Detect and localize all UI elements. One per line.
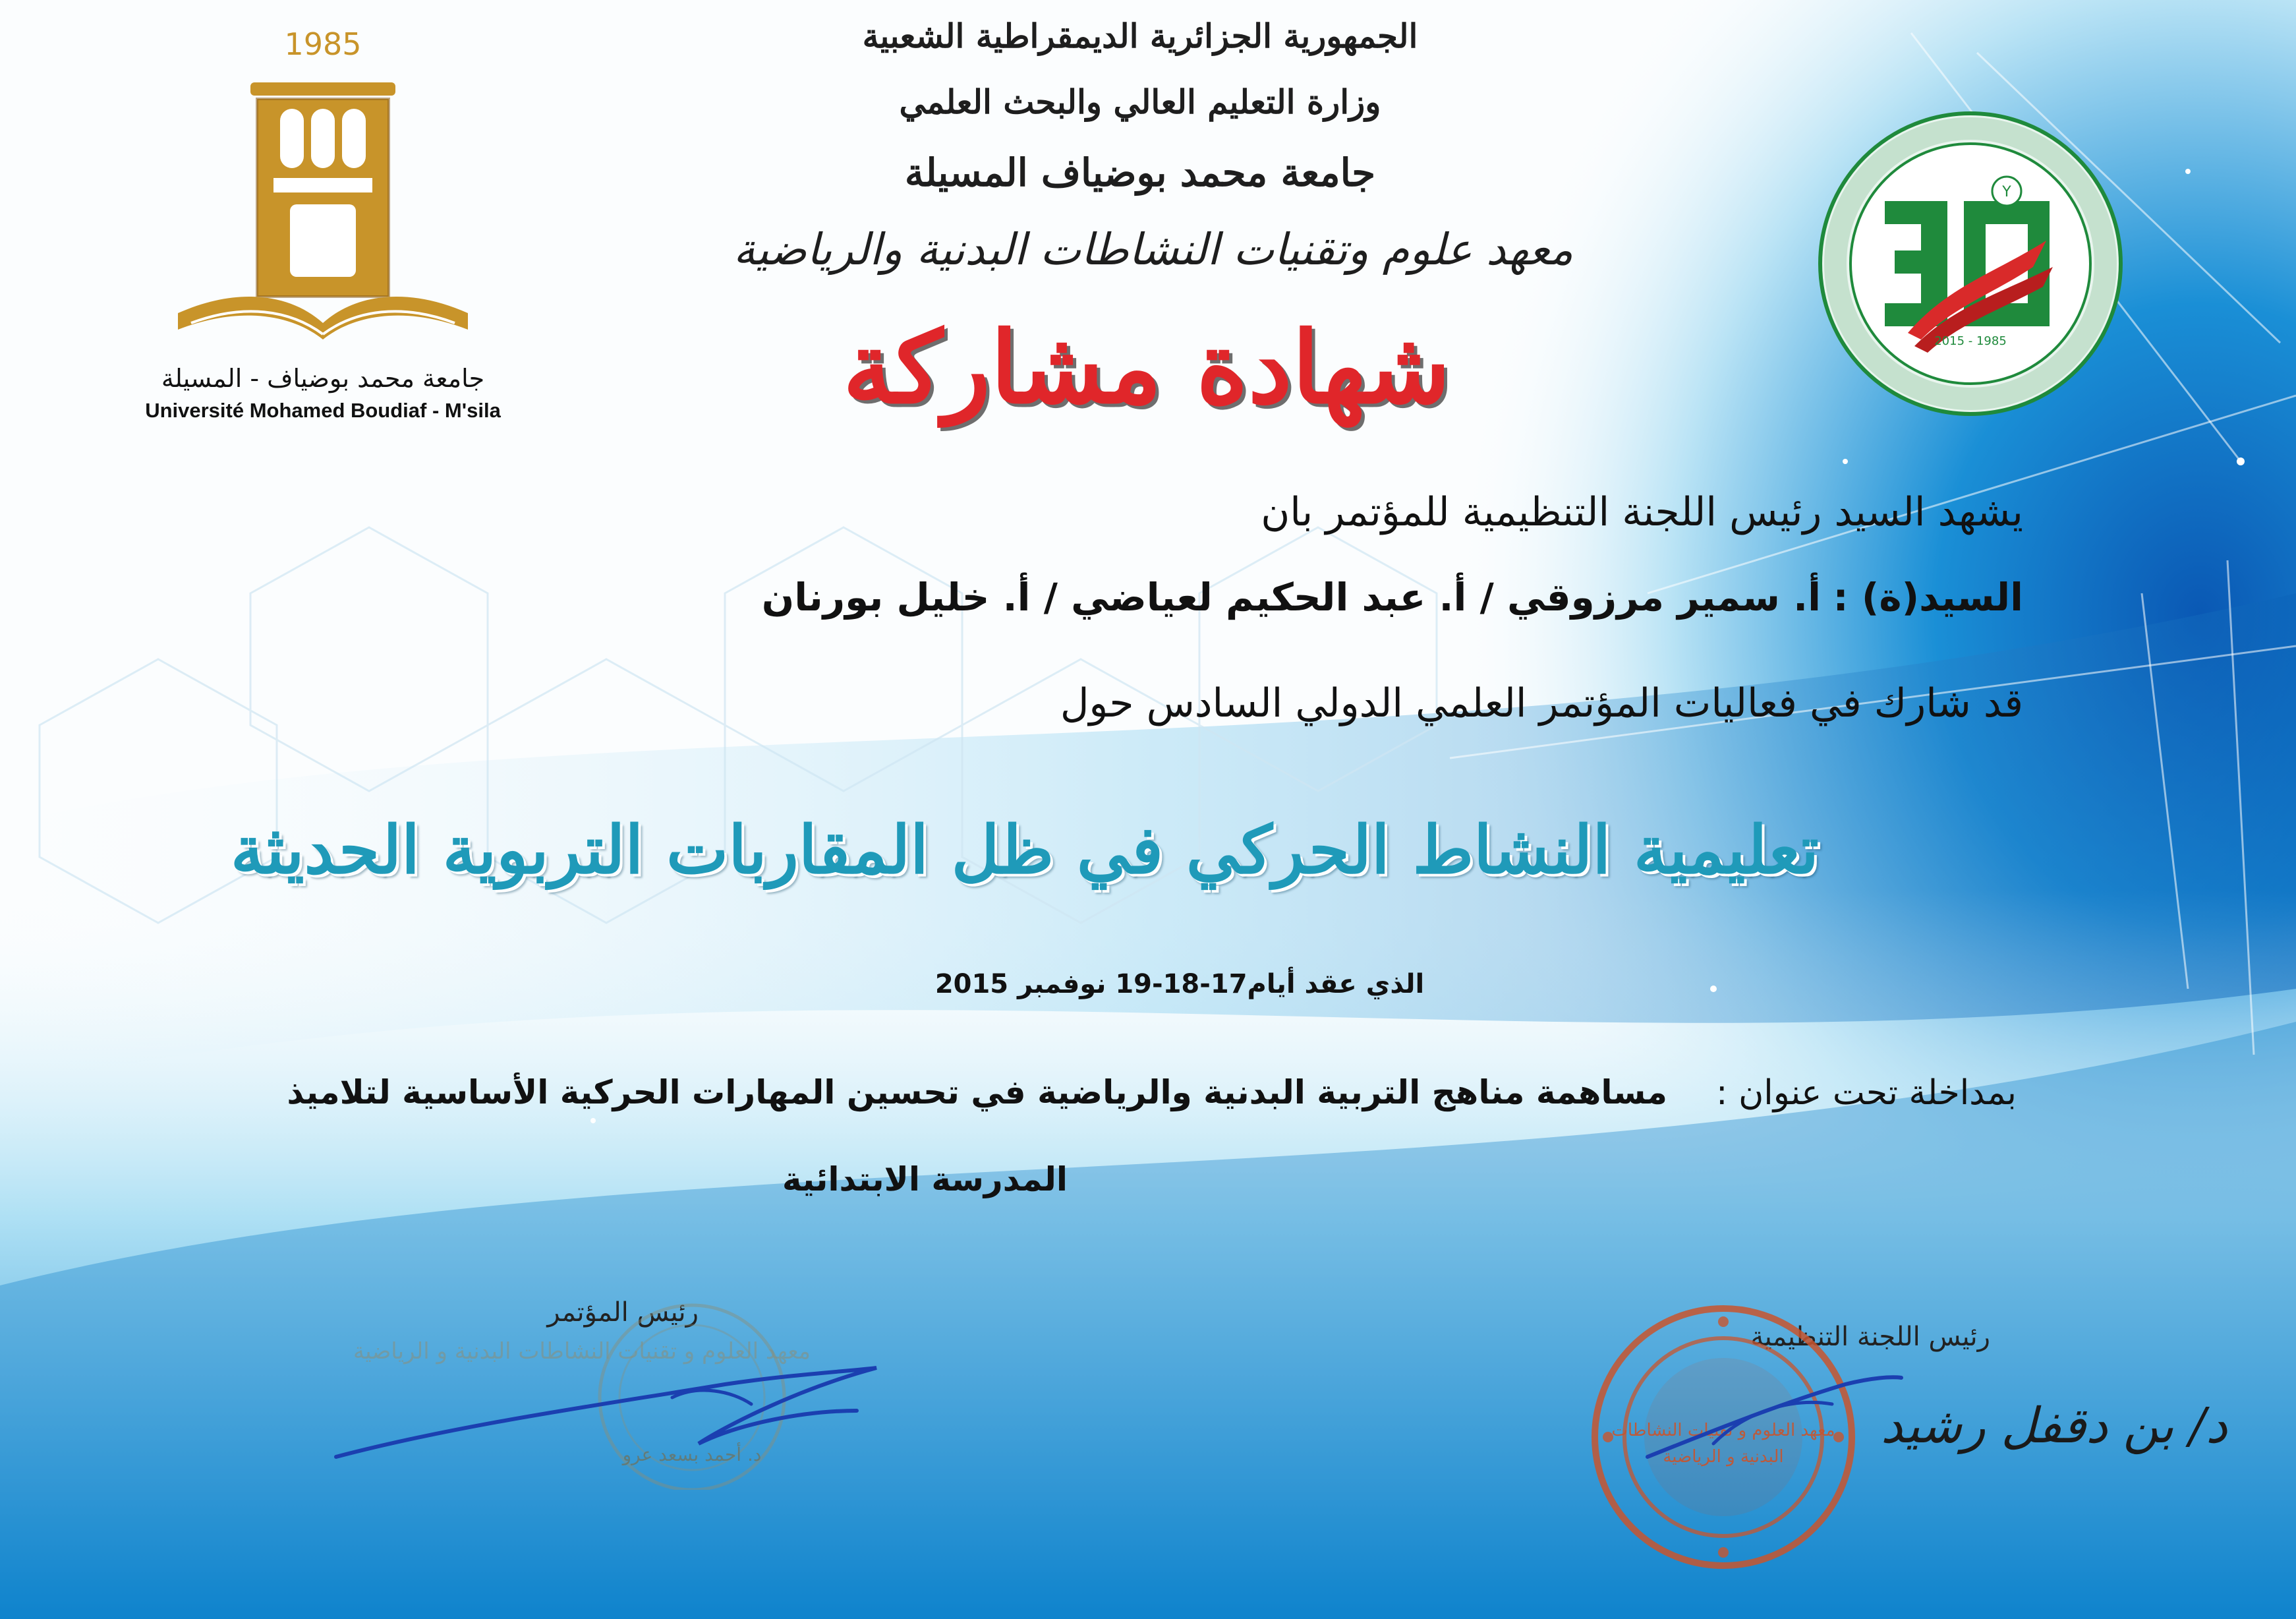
conference-president-label: رئيس المؤتمر [547, 1297, 699, 1328]
thirty-years-anniversary-emblem-icon [1816, 109, 2125, 419]
right-stamp-text: معهد العلوم و تقنيات النشاطات البدنية و الرياضية [1611, 1421, 1835, 1467]
header-institute: معهد علوم وتقنيات النشاطات البدنية والرياضية [733, 224, 1574, 275]
logo-name-french: Université Mohamed Boudiaf - M'sila [145, 399, 501, 422]
conference-dates: الذي عقد أيام17-18-19 نوفمبر 2015 [934, 969, 1425, 999]
paper-title-line2: المدرسة الابتدائية [782, 1160, 1068, 1198]
conference-topic: تعليمية النشاط الحركي في ظل المقاربات التربوية الحديثة [231, 811, 1819, 889]
left-handwritten-signature [330, 1345, 896, 1477]
certificate-title: شهادة مشاركة [842, 310, 1451, 426]
left-sig-name: د. أحمد بسعد عرو [622, 1444, 762, 1465]
header-republic: الجمهورية الجزائرية الديمقراطية الشعبية [862, 16, 1418, 55]
organizing-committee-president-label: رئيس اللجنة التنظيمية [1750, 1322, 1990, 1352]
university-logo [125, 26, 521, 422]
university-tower-book-logo-icon [165, 63, 481, 359]
attestation-line: يشهد السيد رئيس اللجنة التنظيمية للمؤتمر بان [1261, 489, 2023, 535]
logo-year: 1985 [284, 26, 362, 62]
paper-label: بمداخلة تحت عنوان : [1716, 1073, 2017, 1113]
organizing-committee-president-name: د/ بن دقفل رشيد [1880, 1398, 2227, 1454]
paper-title-line1: مساهمة مناهج التربية البدنية والرياضية في تحسين المهارات الحركية الأساسية لتلاميذ [287, 1073, 1667, 1111]
logo-name-arabic: جامعة محمد بوضياف - المسيلة [161, 364, 485, 393]
svg-text:Y: Y [2002, 184, 2011, 200]
participant-names: أ. سمير مرزوقي / أ. عبد الحكيم لعياضي / أ. خليل بورنان [761, 575, 1822, 620]
header-ministry: وزارة التعليم العالي والبحث العلمي [899, 82, 1381, 121]
header-university: جامعة محمد بوضياف المسيلة [904, 150, 1376, 195]
participants-line [761, 575, 2023, 620]
anniversary-emblem [1816, 109, 2125, 419]
participation-line: قد شارك في فعاليات المؤتمر العلمي الدولي السادس حول [1060, 680, 2023, 726]
emblem-years: 2015 - 1985 [1934, 334, 2007, 348]
participant-label: السيد(ة) : [1833, 575, 2023, 620]
left-stamp-text: معهد العلوم و تقنيات النشاطات البدنية و الرياضية [353, 1338, 811, 1365]
